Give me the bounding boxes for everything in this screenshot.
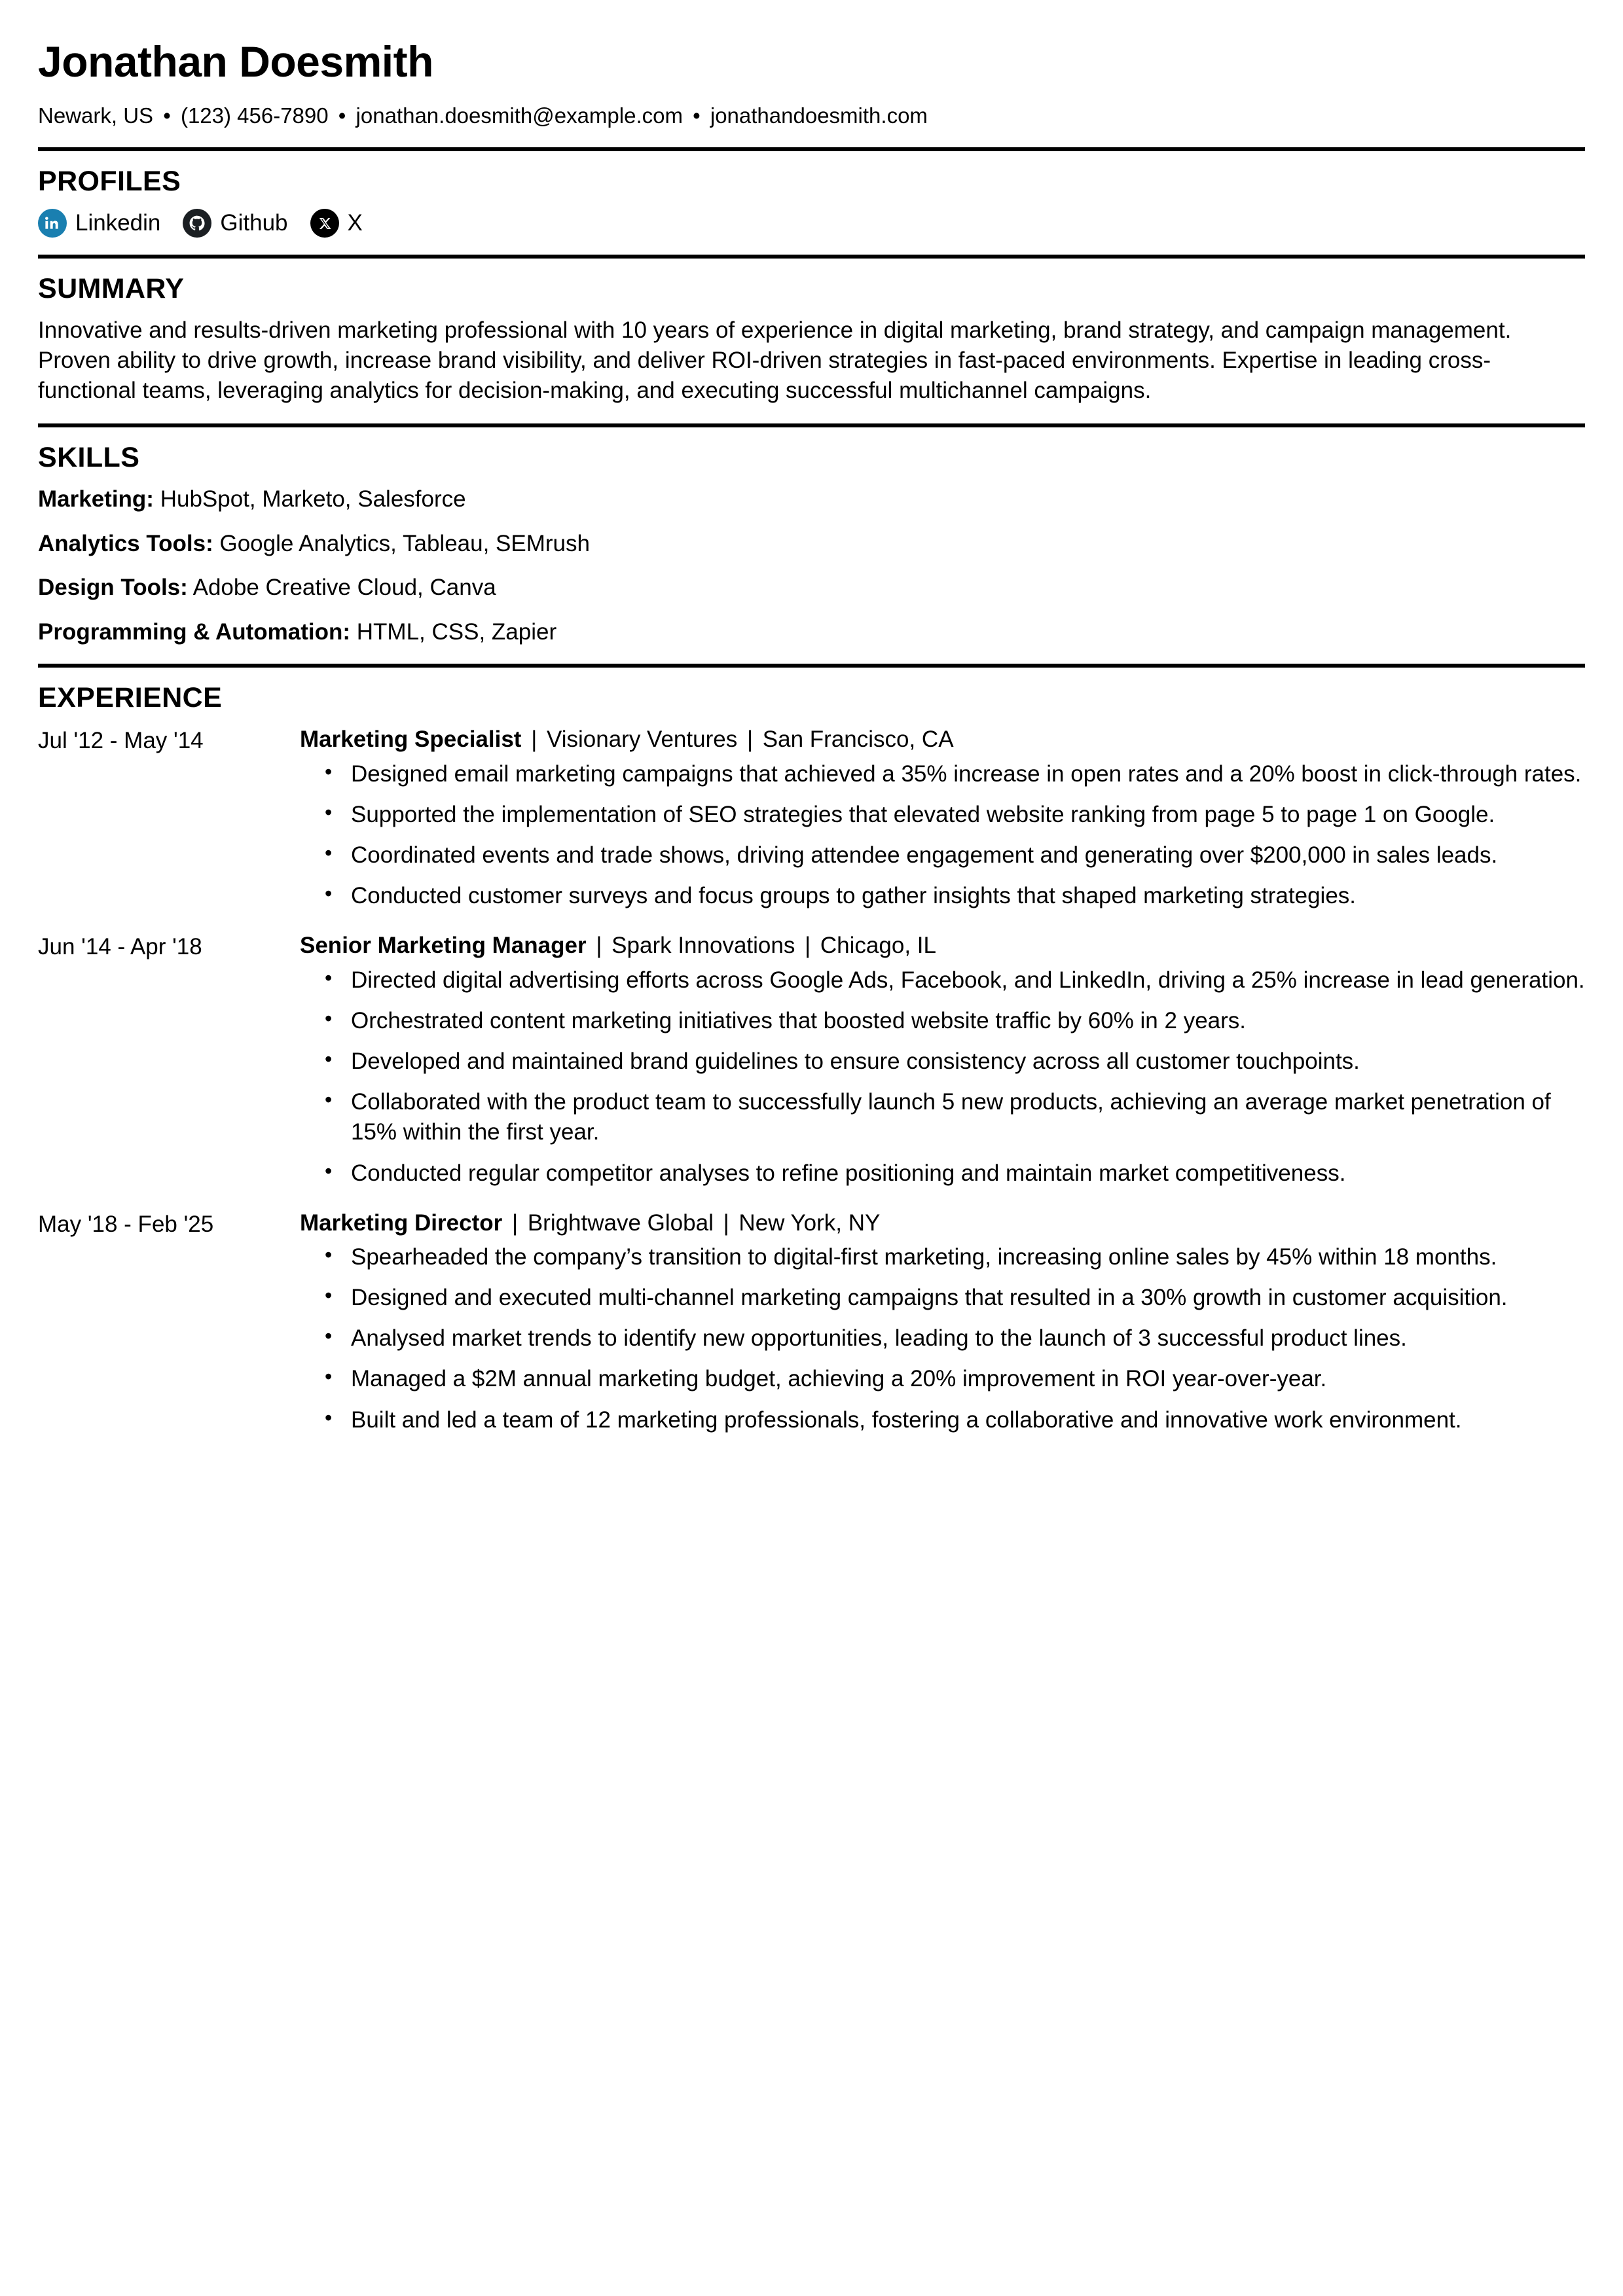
job-company: Spark Innovations bbox=[611, 933, 795, 959]
section-divider bbox=[38, 664, 1585, 668]
experience-section-title: EXPERIENCE bbox=[38, 682, 223, 714]
job-company: Brightwave Global bbox=[527, 1210, 714, 1236]
profiles-list bbox=[38, 209, 1585, 238]
job-title: Marketing Director bbox=[300, 1210, 503, 1236]
skill-label: Marketing: bbox=[38, 486, 154, 512]
section-divider bbox=[38, 423, 1585, 427]
x-icon bbox=[310, 209, 339, 238]
skill-label: Analytics Tools: bbox=[38, 530, 213, 556]
profiles-section-title: PROFILES bbox=[38, 166, 181, 198]
job-bullet: • Orchestrated content marketing initiatives that boosted website traffic by 60% in 2 years. bbox=[351, 1006, 1585, 1036]
contact-email[interactable]: jonathan.doesmith@example.com bbox=[356, 103, 683, 128]
summary-section bbox=[38, 273, 1585, 406]
skills-section bbox=[38, 442, 1585, 647]
profile-label-github: Github bbox=[220, 210, 288, 236]
skill-value: HTML, CSS, Zapier bbox=[356, 619, 557, 645]
job-location: San Francisco, CA bbox=[762, 726, 954, 753]
job-bullets bbox=[300, 1242, 1585, 1435]
job-separator: | bbox=[531, 726, 538, 753]
profile-label-x: X bbox=[347, 210, 363, 236]
job-body bbox=[300, 725, 1585, 911]
job-bullet: • Supported the implementation of SEO strategies that elevated website ranking from page 5 to page 1 on Google. bbox=[351, 800, 1585, 830]
job-title: Marketing Specialist bbox=[300, 726, 522, 753]
contact-separator: • bbox=[693, 103, 701, 128]
skills-section-title: SKILLS bbox=[38, 441, 140, 473]
section-divider bbox=[38, 255, 1585, 259]
profile-label-linkedin: Linkedin bbox=[75, 210, 161, 236]
job-bullet: • Analysed market trends to identify new opportunities, leading to the launch of 3 successful product lines. bbox=[351, 1323, 1585, 1354]
profile-item-github[interactable] bbox=[183, 209, 287, 238]
profiles-section bbox=[38, 166, 1585, 237]
experience-item bbox=[38, 931, 1585, 1188]
skill-row bbox=[38, 617, 1585, 647]
contact-location: Newark, US bbox=[38, 103, 154, 128]
job-dates: Jun '14 - Apr '18 bbox=[38, 934, 202, 960]
job-dates: May '18 - Feb '25 bbox=[38, 1211, 214, 1237]
job-bullet: • Designed email marketing campaigns that achieved a 35% increase in open rates and a 20% boost in click-through rates. bbox=[351, 759, 1585, 789]
skill-row bbox=[38, 573, 1585, 603]
experience-section bbox=[38, 682, 1585, 1435]
profile-item-linkedin[interactable] bbox=[38, 209, 160, 238]
github-icon bbox=[183, 209, 211, 238]
job-bullets bbox=[300, 965, 1585, 1189]
job-body bbox=[300, 931, 1585, 1188]
contact-line bbox=[38, 101, 1585, 131]
job-location: New York, NY bbox=[739, 1210, 881, 1236]
skill-row bbox=[38, 484, 1585, 514]
job-heading bbox=[300, 931, 1585, 961]
job-bullet: • Collaborated with the product team to successfully launch 5 new products, achieving an average market penetration of 15% within the first year. bbox=[351, 1087, 1585, 1147]
contact-separator: • bbox=[338, 103, 346, 128]
job-separator: | bbox=[596, 933, 602, 959]
job-location: Chicago, IL bbox=[820, 933, 936, 959]
job-bullet: • Directed digital advertising efforts across Google Ads, Facebook, and LinkedIn, driving a 25% increase in lead generation. bbox=[351, 965, 1585, 996]
job-body bbox=[300, 1208, 1585, 1435]
linkedin-icon bbox=[38, 209, 67, 238]
job-separator: | bbox=[723, 1210, 729, 1236]
job-heading bbox=[300, 725, 1585, 755]
skill-label: Programming & Automation: bbox=[38, 619, 351, 645]
skill-label: Design Tools: bbox=[38, 575, 188, 601]
skill-row bbox=[38, 529, 1585, 559]
job-company: Visionary Ventures bbox=[547, 726, 738, 753]
job-separator: | bbox=[511, 1210, 519, 1236]
experience-item bbox=[38, 1208, 1585, 1435]
contact-website[interactable]: jonathandoesmith.com bbox=[710, 103, 928, 128]
summary-section-title: SUMMARY bbox=[38, 272, 185, 304]
contact-separator: • bbox=[163, 103, 171, 128]
experience-item bbox=[38, 725, 1585, 911]
job-bullet: • Spearheaded the company’s transition to digital-first marketing, increasing online sales by 45% within 18 months. bbox=[351, 1242, 1585, 1272]
job-dates: Jul '12 - May '14 bbox=[38, 728, 204, 754]
job-separator: | bbox=[746, 726, 754, 753]
section-divider bbox=[38, 147, 1585, 151]
skill-value: HubSpot, Marketo, Salesforce bbox=[160, 486, 466, 512]
job-bullet: • Developed and maintained brand guidelines to ensure consistency across all customer touchpoints. bbox=[351, 1047, 1585, 1077]
job-bullet: • Conducted regular competitor analyses to refine positioning and maintain market competitiveness. bbox=[351, 1158, 1585, 1189]
job-bullet: • Coordinated events and trade shows, driving attendee engagement and generating over $200,000 in sales leads. bbox=[351, 840, 1585, 870]
summary-text: Innovative and results-driven marketing professional with 10 years of experience in digital marketing, brand strategy, and campaign management. Proven ability to drive growth, increase brand visibility, and deliver ROI-driven strategies in fast-paced environments. Expertise in leading cross-functional teams, leveraging analytics for decision-making, and executing successful multichannel campaigns. bbox=[38, 317, 1512, 404]
job-bullet: • Built and led a team of 12 marketing professionals, fostering a collaborative and innovative work environment. bbox=[351, 1405, 1585, 1435]
resume-header bbox=[38, 38, 1585, 130]
contact-phone: (123) 456-7890 bbox=[180, 103, 329, 128]
candidate-name: Jonathan Doesmith bbox=[38, 37, 433, 86]
job-heading bbox=[300, 1208, 1585, 1238]
profile-item-x[interactable] bbox=[310, 209, 363, 238]
job-bullets bbox=[300, 759, 1585, 912]
job-bullet: • Conducted customer surveys and focus groups to gather insights that shaped marketing strategies. bbox=[351, 881, 1585, 911]
job-bullet: • Designed and executed multi-channel marketing campaigns that resulted in a 30% growth in customer acquisition. bbox=[351, 1283, 1585, 1313]
skill-value: Adobe Creative Cloud, Canva bbox=[192, 575, 496, 601]
job-separator: | bbox=[805, 933, 811, 959]
job-title: Senior Marketing Manager bbox=[300, 933, 587, 959]
skill-value: Google Analytics, Tableau, SEMrush bbox=[219, 530, 590, 556]
job-bullet: • Managed a $2M annual marketing budget, achieving a 20% improvement in ROI year-over-year. bbox=[351, 1364, 1585, 1394]
